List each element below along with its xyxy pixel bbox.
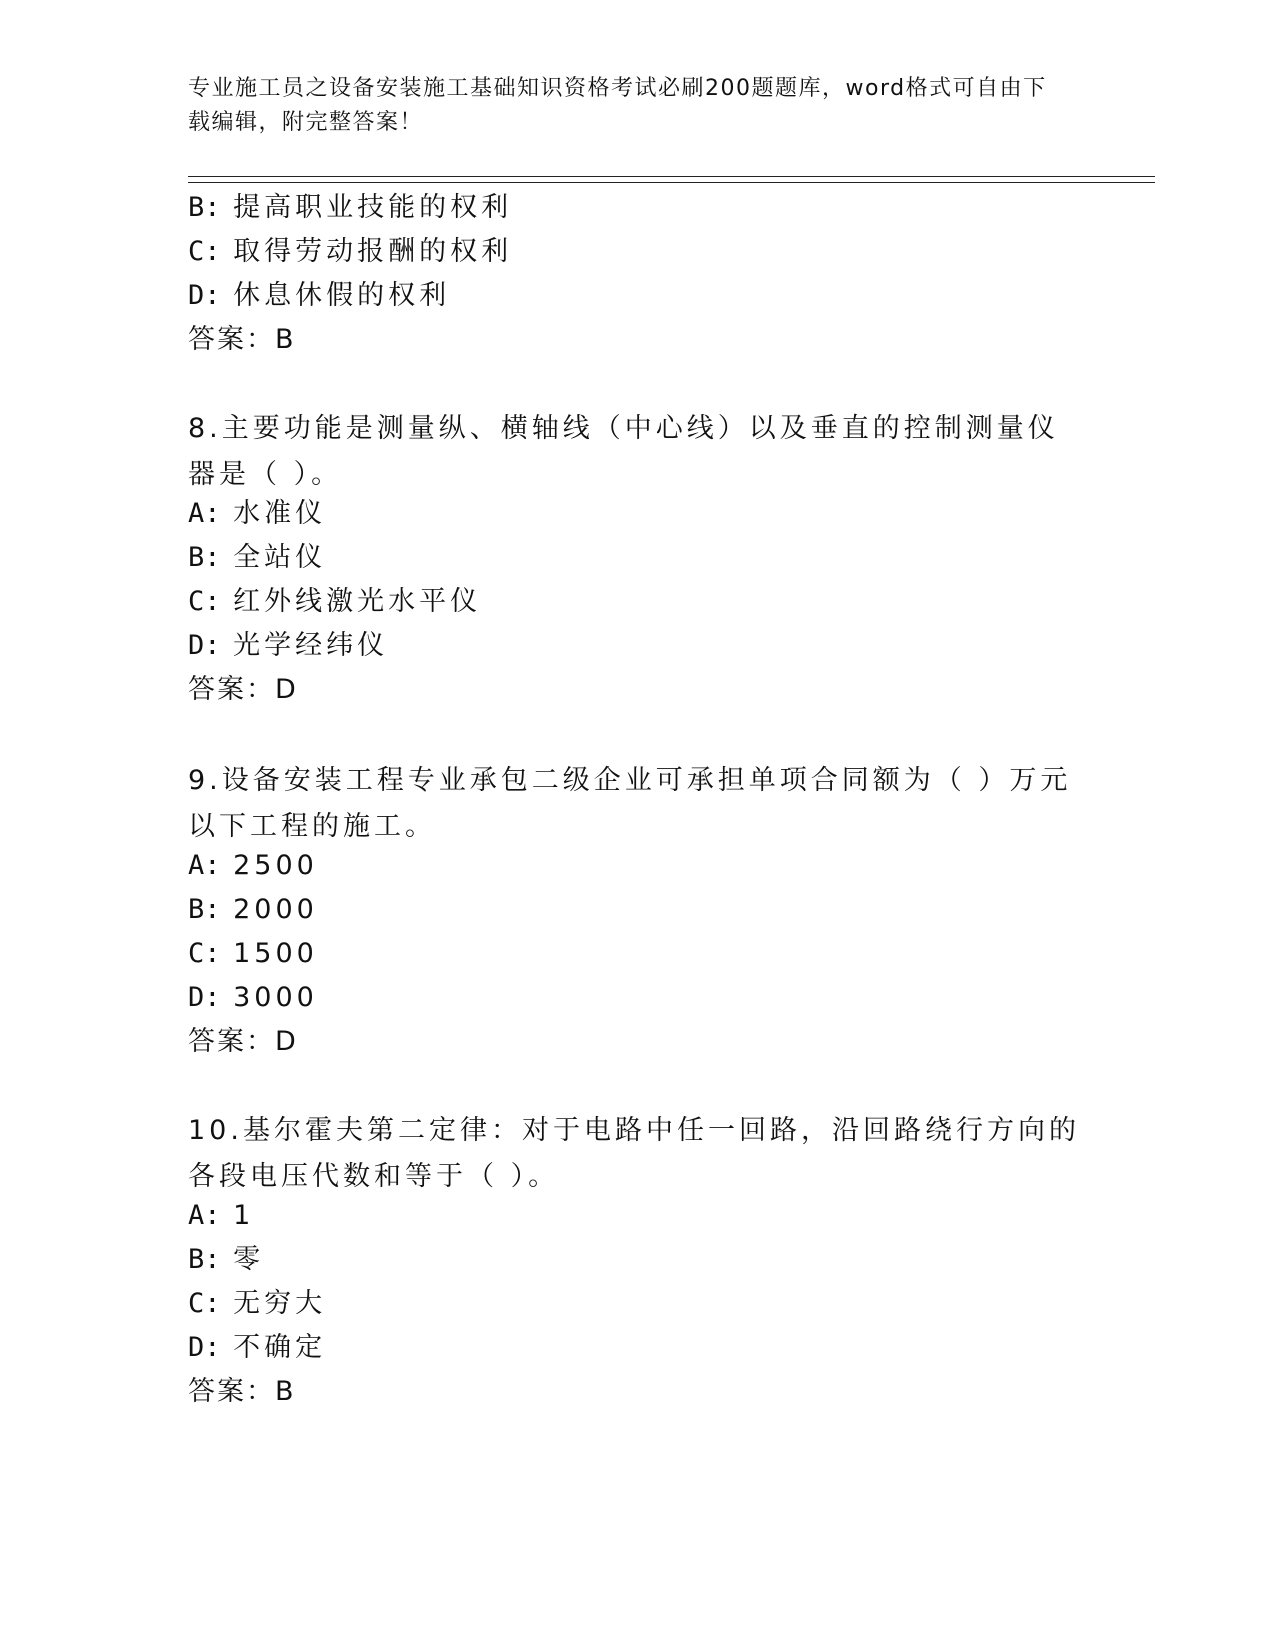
option-letter: B: <box>188 894 221 925</box>
option-b <box>188 892 318 928</box>
answer-line: 答案：D <box>188 1026 298 1057</box>
answer-line: 答案：B <box>188 324 296 355</box>
option-text: 取得劳动报酬的权利 <box>233 236 513 267</box>
option-text: 1500 <box>233 938 318 969</box>
option-text: 光学经纬仪 <box>233 630 389 661</box>
option-text: 1 <box>233 1200 255 1231</box>
option-letter: D: <box>188 280 221 311</box>
answer-line: 答案：B <box>188 1376 296 1407</box>
option-a <box>188 848 318 884</box>
option-text: 红外线激光水平仪 <box>233 586 482 617</box>
option-a <box>188 1198 254 1234</box>
option-b <box>188 540 326 576</box>
option-d <box>188 278 450 314</box>
option-letter: C: <box>188 586 221 617</box>
option-letter: C: <box>188 938 221 969</box>
option-letter: D: <box>188 630 221 661</box>
option-letter: B: <box>188 542 221 573</box>
header-divider-bottom <box>188 182 1155 183</box>
option-letter: A: <box>188 1200 221 1231</box>
option-d <box>188 1330 326 1366</box>
option-text: 休息休假的权利 <box>233 280 451 311</box>
option-text: 3000 <box>233 982 318 1013</box>
option-letter: A: <box>188 498 221 529</box>
document-header: 专业施工员之设备安装施工基础知识资格考试必刷200题题库，word格式可自由下载编辑，附完整答案！ <box>188 76 1047 135</box>
option-b <box>188 1242 264 1278</box>
question-stem: 10.基尔霍夫第二定律：对于电路中任一回路，沿回路绕行方向的各段电压代数和等于（ ）。 <box>188 1115 1080 1192</box>
option-text: 全站仪 <box>233 542 327 573</box>
question-stem: 9.设备安装工程专业承包二级企业可承担单项合同额为（ ）万元以下工程的施工。 <box>188 765 1072 842</box>
option-c <box>188 584 481 620</box>
option-letter: C: <box>188 1288 221 1319</box>
option-letter: D: <box>188 1332 221 1363</box>
option-letter: B: <box>188 192 221 223</box>
option-text: 2000 <box>233 894 318 925</box>
option-text: 提高职业技能的权利 <box>233 192 513 223</box>
option-text: 无穷大 <box>233 1288 327 1319</box>
option-letter: D: <box>188 982 221 1013</box>
answer-line: 答案：D <box>188 674 298 705</box>
option-a <box>188 496 326 532</box>
option-d <box>188 628 388 664</box>
option-text: 不确定 <box>233 1332 327 1363</box>
option-letter: A: <box>188 850 221 881</box>
option-d <box>188 980 318 1016</box>
option-c <box>188 936 318 972</box>
option-letter: C: <box>188 236 221 267</box>
option-text: 水准仪 <box>233 498 327 529</box>
question-stem: 8.主要功能是测量纵、横轴线（中心线）以及垂直的控制测量仪器是（ ）。 <box>188 413 1059 490</box>
option-text: 零 <box>233 1244 265 1275</box>
option-b <box>188 190 512 226</box>
option-c <box>188 1286 326 1322</box>
option-letter: B: <box>188 1244 221 1275</box>
option-text: 2500 <box>233 850 318 881</box>
header-divider-top <box>188 176 1155 177</box>
option-c <box>188 234 512 270</box>
